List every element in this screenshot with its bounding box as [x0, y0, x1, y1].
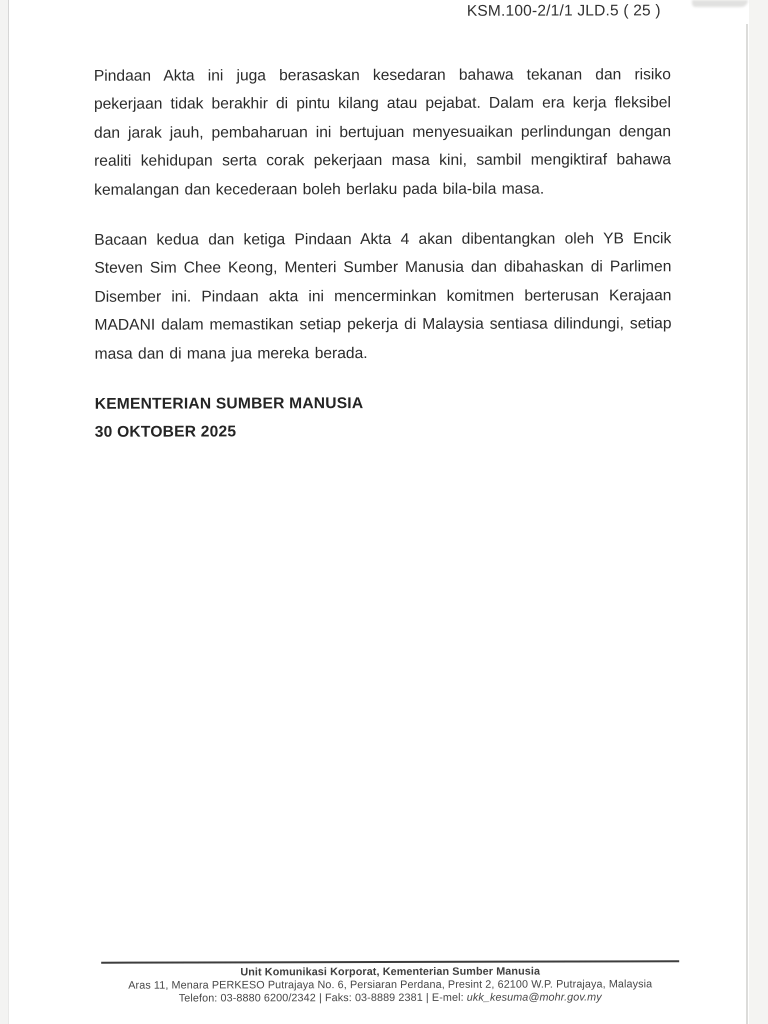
page-footer	[101, 960, 679, 1006]
signature-date: 30 OKTOBER 2025	[94, 423, 237, 442]
body-paragraph-2: Bacaan kedua dan ketiga Pindaan Akta 4 akan dibentangkan oleh YB Encik Steven Sim Chee Keong, Menteri Sumber Manusia dan dibahaskan di Parlimen Disember ini. Pindaan akta ini mencerminkan komitmen berterusan Kerajaan MADANI dalam memastikan setiap pekerja di Malaysia sentiasa dilindungi, setiap masa dan di mana jua mereka berada.	[94, 230, 672, 363]
letter-body	[94, 61, 672, 447]
footer-unit-name: Unit Komunikasi Korporat, Kementerian Sumber Manusia	[240, 965, 541, 979]
footer-contact-line	[101, 992, 679, 1007]
signature-block	[95, 389, 672, 447]
footer-divider	[101, 960, 679, 964]
signature-organization: KEMENTERIAN SUMBER MANUSIA	[94, 395, 364, 413]
reference-number: KSM.100-2/1/1 JLD.5 ( 25 )	[466, 2, 661, 20]
footer-contact-text: Telefon: 03-8880 6200/2342 | Faks: 03-8889 2381 | E-mel:	[178, 992, 467, 1005]
footer-address: Aras 11, Menara PERKESO Putrajaya No. 6, Persiaran Perdana, Presint 2, 62100 W.P. Putrajaya, Malaysia	[128, 978, 653, 992]
footer-email: ukk_kesuma@mohr.gov.my	[466, 991, 602, 1005]
body-paragraph-1: Pindaan Akta ini juga berasaskan kesedaran bahawa tekanan dan risiko pekerjaan tidak berakhir di pintu kilang atau pejabat. Dalam era kerja fleksibel dan jarak jauh, pembaharuan ini bertujuan menyesuaikan perlindungan dengan realiti kehidupan serta corak pekerjaan masa kini, sambil mengiktiraf bahawa kemalangan dan kecederaan boleh berlaku pada bila-bila masa.	[93, 66, 672, 199]
